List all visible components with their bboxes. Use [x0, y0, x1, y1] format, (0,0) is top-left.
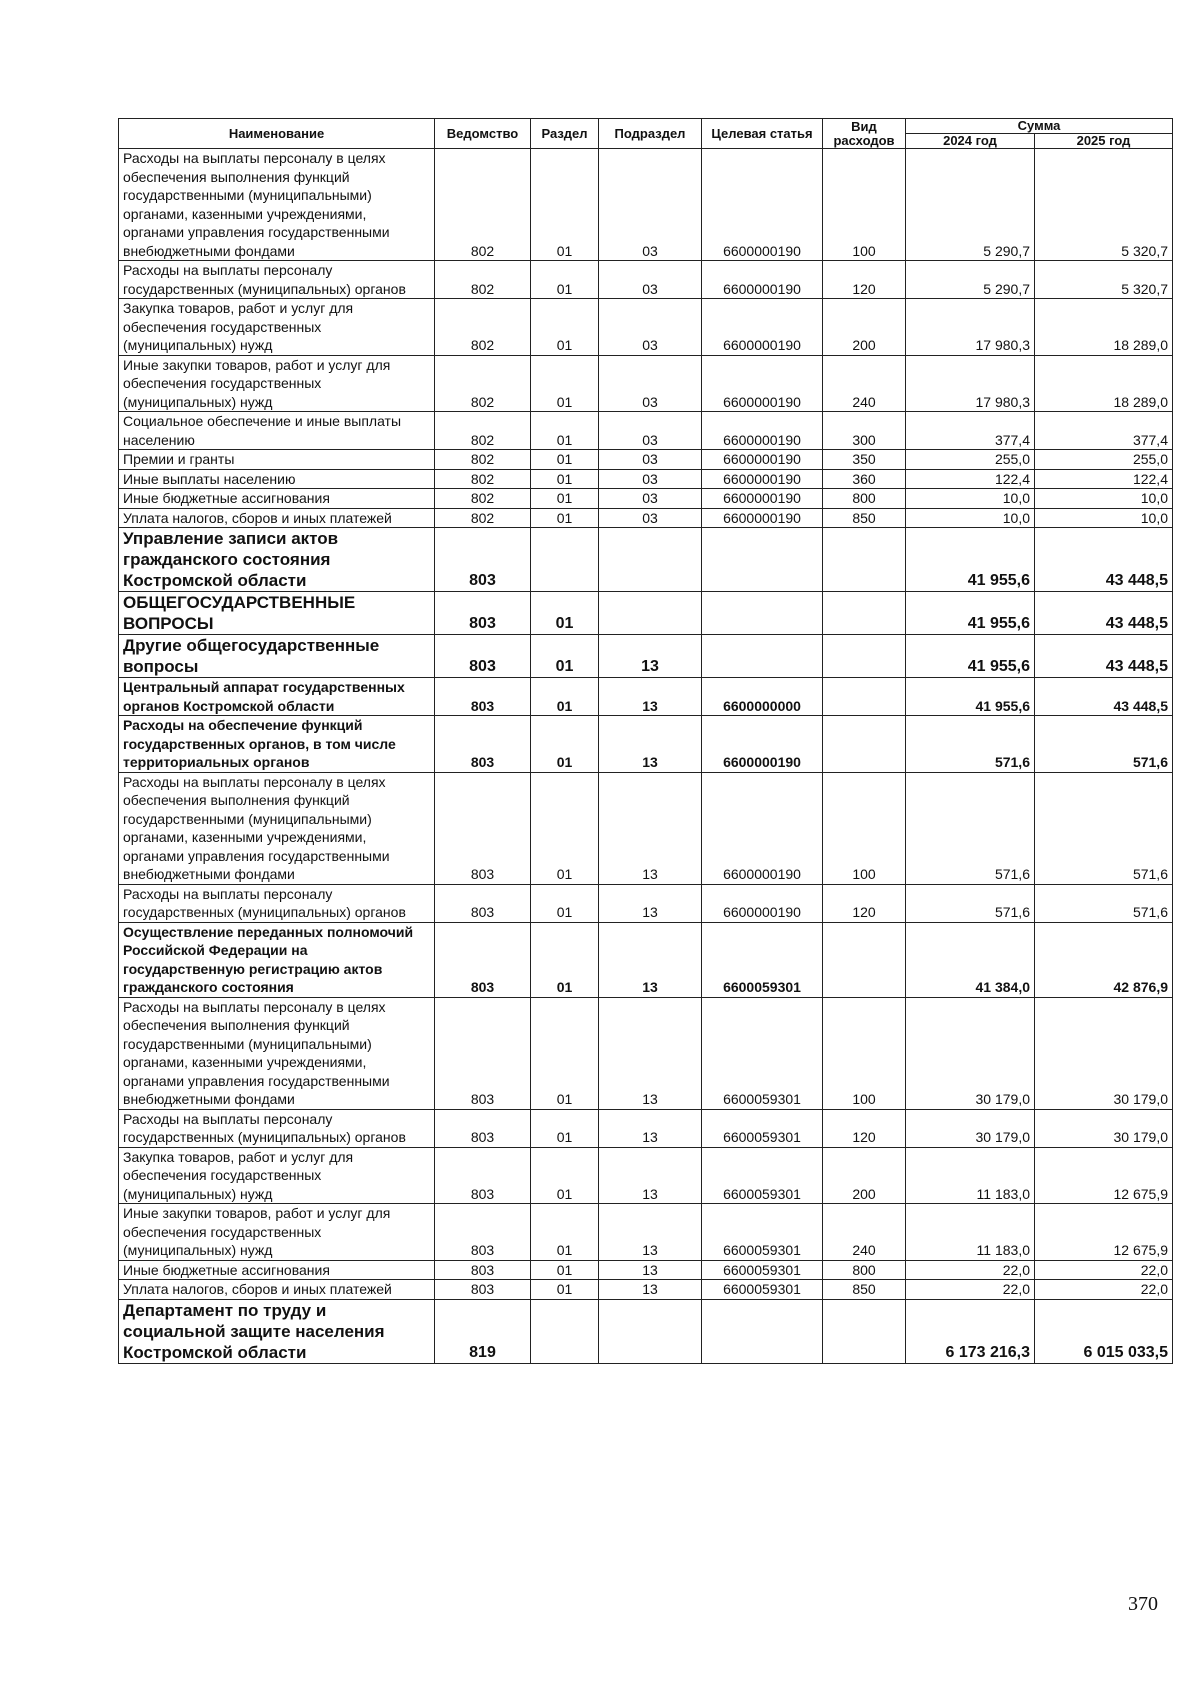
cell-section: 01 [531, 261, 599, 299]
cell-sum-2024: 122,4 [906, 469, 1035, 489]
cell-sum-2025: 43 448,5 [1035, 635, 1173, 678]
cell-target: 6600000190 [702, 884, 823, 922]
cell-sum-2025: 6 015 033,5 [1035, 1299, 1173, 1363]
cell-subsection: 13 [599, 772, 702, 884]
cell-subsection: 03 [599, 469, 702, 489]
cell-sum-2024: 10,0 [906, 489, 1035, 509]
cell-subsection: 13 [599, 678, 702, 716]
cell-section: 01 [531, 355, 599, 412]
cell-sum-2025: 30 179,0 [1035, 997, 1173, 1109]
cell-sum-2025: 5 320,7 [1035, 261, 1173, 299]
cell-subsection: 13 [599, 1280, 702, 1300]
cell-sum-2024: 22,0 [906, 1260, 1035, 1280]
table-row [119, 1280, 1173, 1300]
cell-sum-2025: 30 179,0 [1035, 1109, 1173, 1147]
cell-sum-2025: 10,0 [1035, 508, 1173, 528]
cell-section: 01 [531, 1204, 599, 1261]
header-target: Целевая статья [702, 119, 823, 149]
cell-sum-2025: 255,0 [1035, 450, 1173, 470]
cell-exp-type [823, 716, 906, 773]
cell-target: 6600059301 [702, 1260, 823, 1280]
cell-exp-type: 200 [823, 1147, 906, 1204]
cell-subsection: 03 [599, 261, 702, 299]
cell-section: 01 [531, 772, 599, 884]
cell-section [531, 1299, 599, 1363]
cell-name: Расходы на выплаты персоналу государственных (муниципальных) органов [119, 261, 435, 299]
cell-target: 6600000190 [702, 469, 823, 489]
cell-section: 01 [531, 884, 599, 922]
cell-subsection: 13 [599, 716, 702, 773]
cell-exp-type: 360 [823, 469, 906, 489]
cell-target: 6600059301 [702, 1147, 823, 1204]
cell-dept: 802 [435, 412, 531, 450]
cell-section: 01 [531, 299, 599, 356]
cell-subsection: 13 [599, 1109, 702, 1147]
cell-section: 01 [531, 635, 599, 678]
header-exp-type: Вид расходов [823, 119, 906, 149]
cell-sum-2025: 22,0 [1035, 1260, 1173, 1280]
table-row [119, 997, 1173, 1109]
cell-sum-2024: 11 183,0 [906, 1147, 1035, 1204]
cell-dept: 802 [435, 508, 531, 528]
cell-target: 6600000190 [702, 149, 823, 261]
header-name: Наименование [119, 119, 435, 149]
cell-name: Иные закупки товаров, работ и услуг для обеспечения государственных (муниципальных) нужд [119, 1204, 435, 1261]
cell-section [531, 528, 599, 592]
cell-target: 6600000190 [702, 299, 823, 356]
cell-section: 01 [531, 489, 599, 509]
cell-subsection: 03 [599, 355, 702, 412]
cell-exp-type: 200 [823, 299, 906, 356]
cell-section: 01 [531, 450, 599, 470]
table-row [119, 355, 1173, 412]
cell-dept: 802 [435, 450, 531, 470]
cell-sum-2024: 5 290,7 [906, 149, 1035, 261]
table-row [119, 922, 1173, 997]
cell-exp-type [823, 635, 906, 678]
table-row [119, 508, 1173, 528]
cell-sum-2024: 571,6 [906, 772, 1035, 884]
cell-dept: 802 [435, 299, 531, 356]
cell-subsection: 13 [599, 1260, 702, 1280]
cell-subsection: 13 [599, 997, 702, 1109]
table-row [119, 678, 1173, 716]
table-row [119, 469, 1173, 489]
cell-target: 6600059301 [702, 1109, 823, 1147]
cell-dept: 803 [435, 772, 531, 884]
cell-name: Центральный аппарат государственных органов Костромской области [119, 678, 435, 716]
cell-subsection: 13 [599, 884, 702, 922]
cell-sum-2024: 6 173 216,3 [906, 1299, 1035, 1363]
cell-target: 6600000190 [702, 508, 823, 528]
cell-sum-2024: 571,6 [906, 884, 1035, 922]
table-row [119, 1260, 1173, 1280]
cell-sum-2025: 122,4 [1035, 469, 1173, 489]
cell-dept: 802 [435, 261, 531, 299]
cell-sum-2024: 255,0 [906, 450, 1035, 470]
cell-exp-type: 300 [823, 412, 906, 450]
cell-name: ОБЩЕГОСУДАРСТВЕННЫЕ ВОПРОСЫ [119, 592, 435, 635]
cell-name: Управление записи актов гражданского состояния Костромской области [119, 528, 435, 592]
table-row [119, 592, 1173, 635]
cell-dept: 803 [435, 1204, 531, 1261]
cell-sum-2024: 30 179,0 [906, 997, 1035, 1109]
cell-section: 01 [531, 469, 599, 489]
header-dept: Ведомство [435, 119, 531, 149]
cell-dept: 803 [435, 1260, 531, 1280]
cell-sum-2025: 22,0 [1035, 1280, 1173, 1300]
cell-sum-2024: 10,0 [906, 508, 1035, 528]
cell-name: Закупка товаров, работ и услуг для обеспечения государственных (муниципальных) нужд [119, 1147, 435, 1204]
cell-section: 01 [531, 922, 599, 997]
cell-sum-2024: 41 955,6 [906, 528, 1035, 592]
table-row [119, 1109, 1173, 1147]
table-row [119, 299, 1173, 356]
cell-dept: 803 [435, 884, 531, 922]
cell-sum-2025: 571,6 [1035, 884, 1173, 922]
cell-exp-type: 800 [823, 1260, 906, 1280]
cell-sum-2024: 41 955,6 [906, 592, 1035, 635]
cell-name: Расходы на выплаты персоналу государственных (муниципальных) органов [119, 884, 435, 922]
cell-exp-type: 800 [823, 489, 906, 509]
cell-name: Иные выплаты населению [119, 469, 435, 489]
cell-section: 01 [531, 1260, 599, 1280]
cell-exp-type: 120 [823, 1109, 906, 1147]
cell-name: Департамент по труду и социальной защите населения Костромской области [119, 1299, 435, 1363]
cell-dept: 803 [435, 528, 531, 592]
cell-name: Расходы на выплаты персоналу государственных (муниципальных) органов [119, 1109, 435, 1147]
cell-subsection [599, 1299, 702, 1363]
cell-sum-2025: 10,0 [1035, 489, 1173, 509]
cell-section: 01 [531, 592, 599, 635]
cell-name: Уплата налогов, сборов и иных платежей [119, 508, 435, 528]
cell-subsection [599, 592, 702, 635]
cell-subsection: 03 [599, 299, 702, 356]
cell-exp-type [823, 678, 906, 716]
cell-section: 01 [531, 997, 599, 1109]
cell-sum-2025: 571,6 [1035, 716, 1173, 773]
cell-subsection: 13 [599, 1204, 702, 1261]
cell-target: 6600000190 [702, 261, 823, 299]
cell-dept: 803 [435, 716, 531, 773]
cell-exp-type: 240 [823, 1204, 906, 1261]
table-row [119, 528, 1173, 592]
cell-dept: 802 [435, 469, 531, 489]
cell-name: Уплата налогов, сборов и иных платежей [119, 1280, 435, 1300]
cell-dept: 803 [435, 678, 531, 716]
header-section: Раздел [531, 119, 599, 149]
cell-sum-2024: 41 955,6 [906, 678, 1035, 716]
cell-dept: 803 [435, 997, 531, 1109]
cell-target: 6600059301 [702, 922, 823, 997]
table-row [119, 1147, 1173, 1204]
cell-sum-2025: 377,4 [1035, 412, 1173, 450]
cell-exp-type [823, 1299, 906, 1363]
cell-target: 6600059301 [702, 1204, 823, 1261]
cell-dept: 803 [435, 1147, 531, 1204]
cell-target: 6600059301 [702, 1280, 823, 1300]
cell-sum-2025: 43 448,5 [1035, 528, 1173, 592]
cell-exp-type: 100 [823, 149, 906, 261]
cell-sum-2024: 30 179,0 [906, 1109, 1035, 1147]
cell-exp-type: 850 [823, 508, 906, 528]
cell-dept: 803 [435, 922, 531, 997]
cell-name: Иные бюджетные ассигнования [119, 1260, 435, 1280]
cell-name: Расходы на выплаты персоналу в целях обеспечения выполнения функций государственными (муниципальными) органами, казенными учреждениями, органами управления государственными внебюджетными фондами [119, 997, 435, 1109]
cell-name: Премии и гранты [119, 450, 435, 470]
cell-target: 6600000190 [702, 772, 823, 884]
cell-name: Расходы на выплаты персоналу в целях обеспечения выполнения функций государственными (муниципальными) органами, казенными учреждениями, органами управления государственными внебюджетными фондами [119, 149, 435, 261]
cell-name: Расходы на выплаты персоналу в целях обеспечения выполнения функций государственными (муниципальными) органами, казенными учреждениями, органами управления государственными внебюджетными фондами [119, 772, 435, 884]
cell-subsection: 03 [599, 450, 702, 470]
cell-exp-type: 350 [823, 450, 906, 470]
table-row [119, 489, 1173, 509]
cell-subsection: 03 [599, 412, 702, 450]
cell-dept: 803 [435, 1109, 531, 1147]
cell-exp-type: 850 [823, 1280, 906, 1300]
cell-sum-2024: 11 183,0 [906, 1204, 1035, 1261]
table-body [119, 149, 1173, 1364]
cell-subsection: 13 [599, 1147, 702, 1204]
cell-section: 01 [531, 1109, 599, 1147]
cell-section: 01 [531, 508, 599, 528]
cell-name: Осуществление переданных полномочий Российской Федерации на государственную регистрацию актов гражданского состояния [119, 922, 435, 997]
cell-exp-type [823, 592, 906, 635]
cell-subsection [599, 528, 702, 592]
table-header [119, 119, 1173, 149]
cell-target: 6600000190 [702, 412, 823, 450]
cell-sum-2025: 43 448,5 [1035, 592, 1173, 635]
cell-subsection: 03 [599, 149, 702, 261]
cell-subsection: 03 [599, 508, 702, 528]
cell-sum-2025: 18 289,0 [1035, 355, 1173, 412]
cell-name: Другие общегосударственные вопросы [119, 635, 435, 678]
cell-target [702, 1299, 823, 1363]
cell-exp-type: 120 [823, 884, 906, 922]
cell-subsection: 13 [599, 922, 702, 997]
cell-name: Иные бюджетные ассигнования [119, 489, 435, 509]
cell-dept: 802 [435, 489, 531, 509]
cell-sum-2024: 41 384,0 [906, 922, 1035, 997]
cell-section: 01 [531, 149, 599, 261]
table-row [119, 635, 1173, 678]
cell-subsection: 03 [599, 489, 702, 509]
cell-section: 01 [531, 716, 599, 773]
cell-target: 6600059301 [702, 997, 823, 1109]
cell-subsection: 13 [599, 635, 702, 678]
table-row [119, 450, 1173, 470]
cell-dept: 803 [435, 1280, 531, 1300]
cell-exp-type [823, 922, 906, 997]
cell-section: 01 [531, 678, 599, 716]
cell-target: 6600000190 [702, 355, 823, 412]
cell-dept: 819 [435, 1299, 531, 1363]
table-row [119, 412, 1173, 450]
table-row [119, 1299, 1173, 1363]
cell-name: Иные закупки товаров, работ и услуг для обеспечения государственных (муниципальных) нужд [119, 355, 435, 412]
budget-table-container [118, 118, 1172, 1364]
cell-exp-type: 100 [823, 772, 906, 884]
cell-exp-type: 120 [823, 261, 906, 299]
table-row [119, 716, 1173, 773]
cell-sum-2025: 12 675,9 [1035, 1147, 1173, 1204]
page-number: 370 [1128, 1593, 1158, 1615]
cell-dept: 802 [435, 355, 531, 412]
header-year-2025: 2025 год [1035, 134, 1173, 149]
cell-dept: 803 [435, 592, 531, 635]
cell-name: Закупка товаров, работ и услуг для обеспечения государственных (муниципальных) нужд [119, 299, 435, 356]
cell-target: 6600000000 [702, 678, 823, 716]
cell-name: Расходы на обеспечение функций государственных органов, в том числе территориальных органов [119, 716, 435, 773]
cell-target: 6600000190 [702, 450, 823, 470]
cell-sum-2025: 12 675,9 [1035, 1204, 1173, 1261]
header-year-2024: 2024 год [906, 134, 1035, 149]
cell-sum-2024: 22,0 [906, 1280, 1035, 1300]
table-row [119, 1204, 1173, 1261]
cell-sum-2024: 377,4 [906, 412, 1035, 450]
cell-exp-type: 100 [823, 997, 906, 1109]
cell-exp-type [823, 528, 906, 592]
header-sum: Сумма [906, 119, 1173, 134]
cell-target: 6600000190 [702, 716, 823, 773]
cell-section: 01 [531, 1147, 599, 1204]
cell-section: 01 [531, 412, 599, 450]
cell-target [702, 528, 823, 592]
table-row [119, 261, 1173, 299]
cell-name: Социальное обеспечение и иные выплаты населению [119, 412, 435, 450]
cell-sum-2025: 571,6 [1035, 772, 1173, 884]
cell-dept: 803 [435, 635, 531, 678]
cell-sum-2024: 17 980,3 [906, 299, 1035, 356]
cell-sum-2025: 5 320,7 [1035, 149, 1173, 261]
cell-section: 01 [531, 1280, 599, 1300]
cell-sum-2025: 43 448,5 [1035, 678, 1173, 716]
cell-dept: 802 [435, 149, 531, 261]
cell-sum-2024: 571,6 [906, 716, 1035, 773]
budget-table [118, 118, 1173, 1364]
table-row [119, 772, 1173, 884]
table-row [119, 884, 1173, 922]
cell-target [702, 635, 823, 678]
cell-sum-2024: 41 955,6 [906, 635, 1035, 678]
cell-target: 6600000190 [702, 489, 823, 509]
header-subsection: Подраздел [599, 119, 702, 149]
cell-sum-2025: 42 876,9 [1035, 922, 1173, 997]
cell-sum-2025: 18 289,0 [1035, 299, 1173, 356]
cell-sum-2024: 17 980,3 [906, 355, 1035, 412]
table-row [119, 149, 1173, 261]
cell-target [702, 592, 823, 635]
cell-exp-type: 240 [823, 355, 906, 412]
cell-sum-2024: 5 290,7 [906, 261, 1035, 299]
